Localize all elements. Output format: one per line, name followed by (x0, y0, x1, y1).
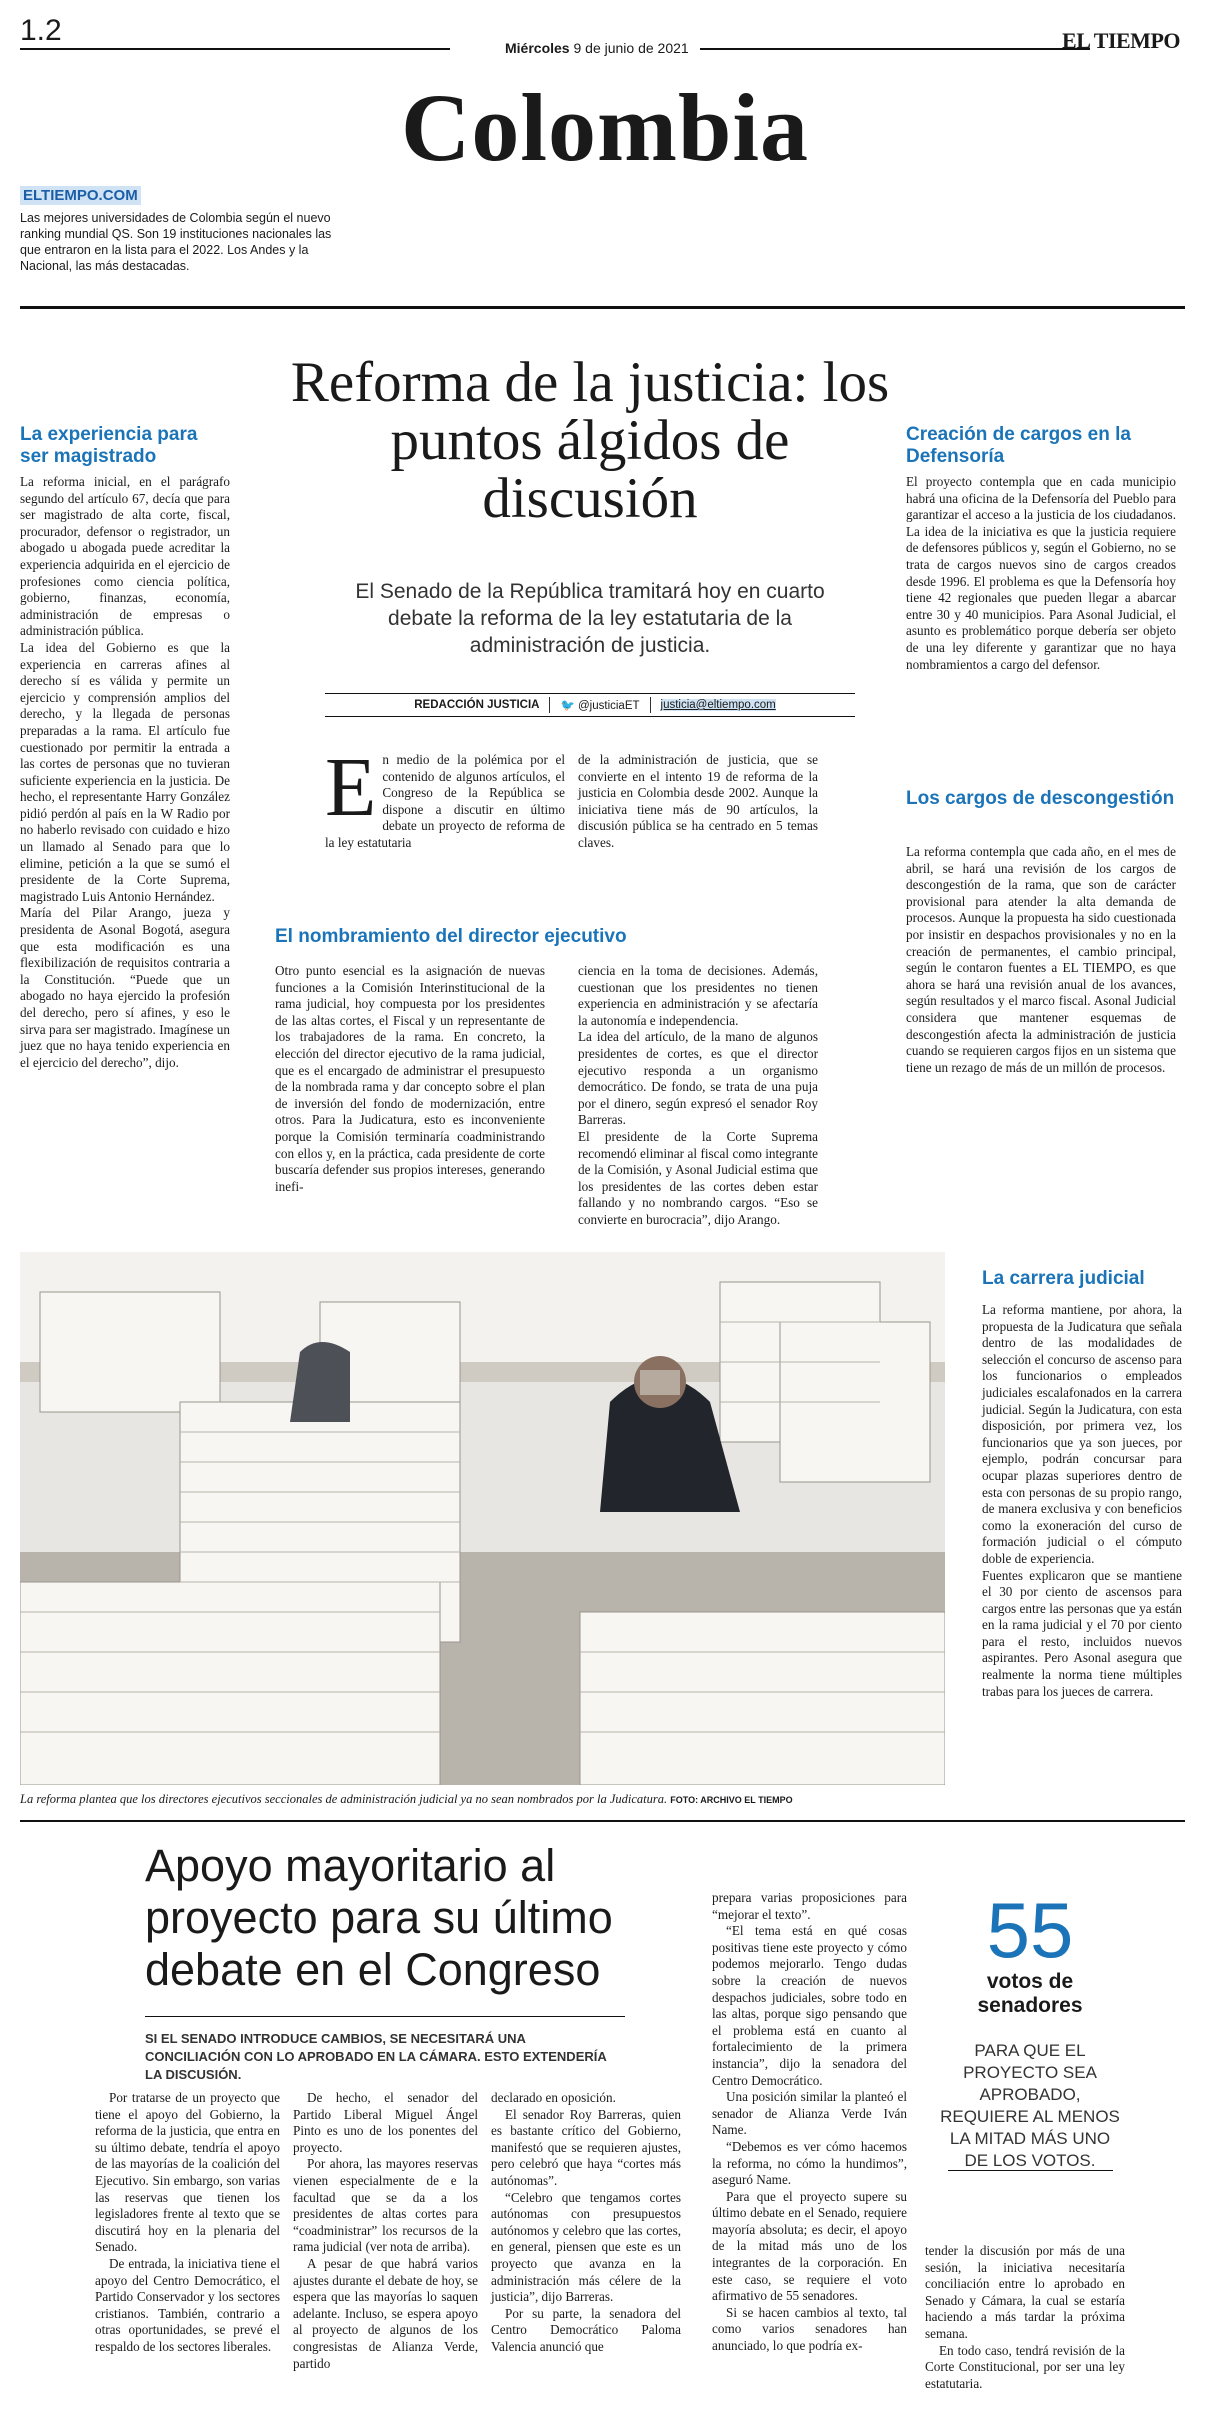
byline-rule-bottom (325, 716, 855, 717)
experiencia-p2: La idea del Gobierno es que la experiencia en carreras afines al derecho sí es válida y permite un ejercicio y comprensión amplios del derecho, y la llegada de personas preparadas a la rama. El artículo fue cuestionado por permitir la entrada a las cortes de personas que no tuvieran suficiente experiencia en la justicia. De hecho, el representante Harry González pidió perdón al país en la W Radio por no haberlo revisado con cuidado e hizo un llamado al Senado para que lo elimine, petición a la que se sumó el presidente de la Corte Suprema, magistrado Luis Antonio Hernández. (20, 639, 230, 904)
dropcap: E (325, 741, 377, 834)
col-descongestion (906, 844, 1176, 1076)
carrera-p2: Fuentes explicaron que se mantiene el 30 por ciento de ascensos para cargos entre las personas que ya están en la rama judicial y el 70 por ciento para el resto, incluidos nuevos aspirantes. Pero Asonal asegura que realmente la norma tiene múltiples trabas para los jueces de carrera. (982, 1567, 1182, 1699)
col-director-2 (578, 963, 818, 1229)
header-rule-left (20, 48, 450, 50)
teaser-text: Las mejores universidades de Colombia según el nuevo ranking mundial QS. Son 19 instituciones nacionales las que entraron en la lista para el 2022. Los Andes y la Nacional, las más destacadas. (20, 211, 332, 273)
article2-headline: Apoyo mayoritario al proyecto para su último debate en el Congreso (145, 1840, 613, 1995)
article2-p15: Si se hacen cambios al texto, tal como varios senadores han anunciado, lo que podría ex- (712, 2304, 907, 2354)
lead-text-1: n medio de la polémica por el contenido de algunos artículos, el Congreso de la República se dispone a discutir en último debate un proyecto de reforma de la ley estatutaria (325, 752, 565, 850)
article2-p2: De entrada, la iniciativa tiene el apoyo del Centro Democrático, el Partido Conservador y los sectores cristianos. También, contrario a otras oportunidades, se prevé el respaldo de los sectores liberales. (95, 2255, 280, 2354)
byline-author: REDACCIÓN JUSTICIA (414, 699, 540, 711)
photo-illustration (20, 1252, 945, 1785)
article2-col-1 (95, 2090, 280, 2356)
photo-credit: FOTO: ARCHIVO EL TIEMPO (670, 1795, 793, 1805)
byline-email[interactable]: justicia@eltiempo.com (660, 699, 776, 711)
photo-caption (20, 1792, 945, 1807)
article2-p11: “El tema está en qué cosas positivas tiene este proyecto y cómo podemos mejorarlo. Tengo dudas sobre la creación de nuevos despachos judiciales, sobre todo en las altas, porque sigo pensando que el problema está en cuanto al fortalecimiento de la primera instancia”, dijo la senadora del Centro Democrático. (712, 1923, 907, 2088)
article2-p1: Por tratarse de un proyecto que tiene el apoyo del Gobierno, la reforma de la justicia, que entra en su último debate, tendría el apoyo de las mayorías de la coalición del Ejecutivo. Sin embargo, son varias las reservas que tienen los legisladores frente al texto que se discutirá hoy en la plenaria del Senado. (95, 2090, 280, 2255)
byline-separator (650, 697, 651, 713)
twitter-handle: @justiciaET (578, 700, 640, 712)
experiencia-p1: La reforma inicial, en el parágrafo segundo del artículo 67, decía que para ser magistrado de alta corte, fiscal, procurador, defensor o registrador, un abogado u abogada puede acreditar la experiencia adquirida en el ejercicio de profesiones como ciencia política, gobierno, finanzas, economía, administración de empresas o administración pública. (20, 474, 230, 639)
article2-deck: SI EL SENADO INTRODUCE CAMBIOS, SE NECESITARÁ UNA CONCILIACIÓN CON LO APROBADO EN LA CÁMARA. ESTO EXTENDERÍA LA DISCUSIÓN. (145, 2031, 607, 2082)
lead-col-2 (578, 752, 818, 852)
article2-p14: Para que el proyecto supere su último debate en el Senado, requiere mayoría absoluta; es decir, el apoyo de la mitad más uno de los integrantes de la corporación. En este caso, se requiere el voto afirmativo de 55 senadores. (712, 2188, 907, 2304)
subhead-descongestion: Los cargos de descongestión (906, 788, 1175, 809)
col-director-1 (275, 963, 545, 1195)
article2-p9: Por su parte, la senadora del Centro Democrático Paloma Valencia anunció que (491, 2305, 681, 2354)
stat-label: votos de senadores (977, 1970, 1083, 2017)
carrera-p1: La reforma mantiene, por ahora, la propuesta de la Judicatura que señala dentro de las modalidades de selección el concurso de ascenso para los funcionarios o empleados judiciales escalafonados en la carrera judicial. Según la Judicatura, con esta disposición, por primera vez, los funcionarios que ya son jueces, por ejemplo, podrán concursar para ocupar plazas superiores dentro de esta con personas de su propio rango, de manera exclusiva y con beneficios como la exoneración del curso de formación judicial o el cómputo doble de experiencia. (982, 1302, 1182, 1566)
section-title: Colombia (400, 74, 810, 181)
article-deck: El Senado de la República tramitará hoy en cuarto debate la reforma de la ley estatutaria de la administración de justicia. (355, 580, 825, 657)
brand-logo: EL TIEMPO (1062, 28, 1180, 53)
article2-p7: El senador Roy Barreras, quien es bastante crítico del Gobierno, manifestó que se requieren ajustes, pero celebró que haya “cortes más autónomas”. (491, 2106, 681, 2188)
article2-p13: “Debemos es ver cómo hacemos la reforma, no cómo la hundimos”, aseguró Name. (712, 2138, 907, 2188)
site-link[interactable]: ELTIEMPO.COM (20, 186, 141, 205)
caption-text: La reforma plantea que los directores ejecutivos seccionales de administración judicial ya no sean nombrados por la Judicatura. (20, 1792, 668, 1806)
page-number: 1.2 (20, 14, 62, 47)
article2-deck-rule (145, 2016, 625, 2017)
dateline (505, 40, 689, 56)
director-p2: ciencia en la toma de decisiones. Además, cuestionan que los presidentes no tienen experiencia en administración y se afectaría la autonomía e independencia. (578, 963, 818, 1028)
col-defensoria (906, 474, 1176, 673)
stat-number: 55 (986, 1886, 1074, 1974)
article2-p17: En todo caso, tendrá revisión de la Corte Constitucional, por ser una ley estatutaria. (925, 2342, 1125, 2391)
article-photo (20, 1252, 945, 1785)
director-p3: La idea del artículo, de la mano de algunos presidentes de cortes, es que el director ejecutivo responda a un organismo democrático. De fondo, se trata de una puja por el dinero, según expresó el senador Roy Barreras. (578, 1029, 818, 1128)
section-rule (20, 306, 1185, 309)
descongestion-text: La reforma contempla que cada año, en el mes de abril, se hará una revisión de los cargos de descongestión de la rama, que son de carácter provisional para atender la alta demanda de procesos. Aunque la propuesta ha sido cuestionada por insistir en despachos provisionales y no en la creación de permanentes, el cambio principal, según le contaron fuentes a EL TIEMPO, es que ahora se hará una revisión anual de los avances, según resultados y el marco fiscal. Asonal Judicial considera que mantener esquemas de descongestión afecta la administración de justicia cuando se requieren cargos fijos en un sistema que tiene un rezago de más de un millón de procesos. (906, 844, 1176, 1075)
subhead-director: El nombramiento del director ejecutivo (275, 926, 627, 947)
subhead-carrera: La carrera judicial (982, 1268, 1145, 1289)
lead-text-2: de la administración de justicia, que se convierte en el intento 19 de reforma de la justicia en Colombia desde 2002. Aunque la iniciativa tiene más de 90 artículos, la discusión pública se ha centrado en 5 temas claves. (578, 752, 818, 850)
twitter-icon: 🐦 (560, 700, 575, 712)
article2-col-5 (925, 2243, 1125, 2392)
article2-p16: tender la discusión por más de una sesión, la iniciativa necesitaría conciliación entre lo aprobado en Senado y Cámara, la cual se estaría haciendo a más tardar la próxima semana. (925, 2243, 1125, 2341)
director-p4: El presidente de la Corte Suprema recomendó eliminar al fiscal como integrante de la Comisión, y Asonal Judicial estima que los presidentes de las cortes deben estar fallando y no nombrando cargos. “Eso se convierte en burocracia”, dijo Arango. (578, 1128, 818, 1227)
article2-p10: prepara varias proposiciones para “mejorar el texto”. (712, 1890, 907, 1922)
article-headline: Reforma de la justicia: los puntos álgidos de discusión (290, 351, 890, 530)
director-p1: Otro punto esencial es la asignación de nuevas funciones a la Comisión Interinstitucional de la rama judicial, hoy compuesta por los presidentes de las altas cortes, el Fiscal y un representante de los trabajadores de la rama. En concreto, la elección del director ejecutivo de la rama judicial, que es el encargado de administrar el presupuesto de la nombrada rama y dar concepto sobre el plan de inversión del fondo de modernización, entre otros. Para la Judicatura, esto es inconveniente porque la Comisión terminaría coadministrando con ellos y, en la práctica, cada presidente de corte buscaría defender sus propios intereses, generando inefi- (275, 963, 545, 1194)
article-divider (20, 1820, 1185, 1822)
article2-p4: Por ahora, las mayores reservas vienen especialmente de e la facultad que se da a los presidentes de altas cortes para “coadministrar” los recursos de la rama judicial (ver nota de arriba). (293, 2156, 478, 2255)
article2-col-4 (712, 1890, 907, 2355)
article2-p8: “Celebro que tengamos cortes autónomas con presupuestos autónomos y celebro que las cortes, en general, piensen que este es un proyecto que avanza en la administración más célere de la justicia”, dijo Barreras. (491, 2189, 681, 2305)
weekday: Miércoles (505, 40, 570, 56)
article2-col-2 (293, 2090, 478, 2372)
col-carrera (982, 1302, 1182, 1700)
article2-p6: declarado en oposición. (491, 2090, 616, 2105)
byline (325, 697, 865, 713)
header-rule-right (700, 48, 1090, 50)
lead-col-1 (325, 741, 565, 852)
article2-col-3 (491, 2090, 681, 2356)
byline-rule-top (325, 693, 855, 694)
stat-text: PARA QUE EL PROYECTO SEA APROBADO, REQUIERE AL MENOS LA MITAD MÁS UNO DE LOS VOTOS. (940, 2041, 1120, 2170)
defensoria-text: El proyecto contempla que en cada municipio habrá una oficina de la Defensoría del Pueblo para garantizar el acceso a la justicia de los ciudadanos. La idea de la iniciativa es que la justicia requiere de defensores públicos y, según el Gobierno, no se trata de cargos nuevos sino de cargos creados desde 1996. El problema es que la Defensoría hoy tiene 42 regionales que pueden llegar a abarcar entre 30 y 40 municipios. Para Asonal Judicial, el asunto es problemático porque debería ser objeto de una ley diferente y garantizar que no haya nombramientos a cargo del defensor. (906, 474, 1176, 672)
byline-twitter[interactable] (560, 698, 639, 712)
date: 9 de junio de 2021 (573, 40, 689, 56)
subhead-experiencia: La experiencia para ser magistrado (20, 424, 198, 467)
subhead-defensoria: Creación de cargos en la Defensoría (906, 424, 1131, 467)
stat-rule (948, 2170, 1113, 2171)
col-experiencia (20, 474, 230, 1071)
article2-p5: A pesar de que habrá varios ajustes durante el debate de hoy, se espera que las mayorías lo saquen adelante. Incluso, se espera apoyo al proyecto de algunos de los congresistas de Alianza Verde, partido (293, 2255, 478, 2371)
byline-separator (549, 697, 550, 713)
article2-p12: Una posición similar la planteó el senador de Alianza Verde Iván Name. (712, 2089, 907, 2138)
article2-p3: De hecho, el senador del Partido Liberal Miguel Ángel Pinto es uno de los ponentes del proyecto. (293, 2090, 478, 2155)
experiencia-p3: María del Pilar Arango, jueza y presidenta de Asonal Bogotá, asegura que esta modificación es una flexibilización de requisitos contraria a la Constitución. “Puede que un abogado no haya ejercido la profesión del derecho, pero sí afines, y eso le sirva para ser magistrado. Imagínese un juez que no haya tenido experiencia en el ejercicio del derecho”, dijo. (20, 905, 230, 1070)
